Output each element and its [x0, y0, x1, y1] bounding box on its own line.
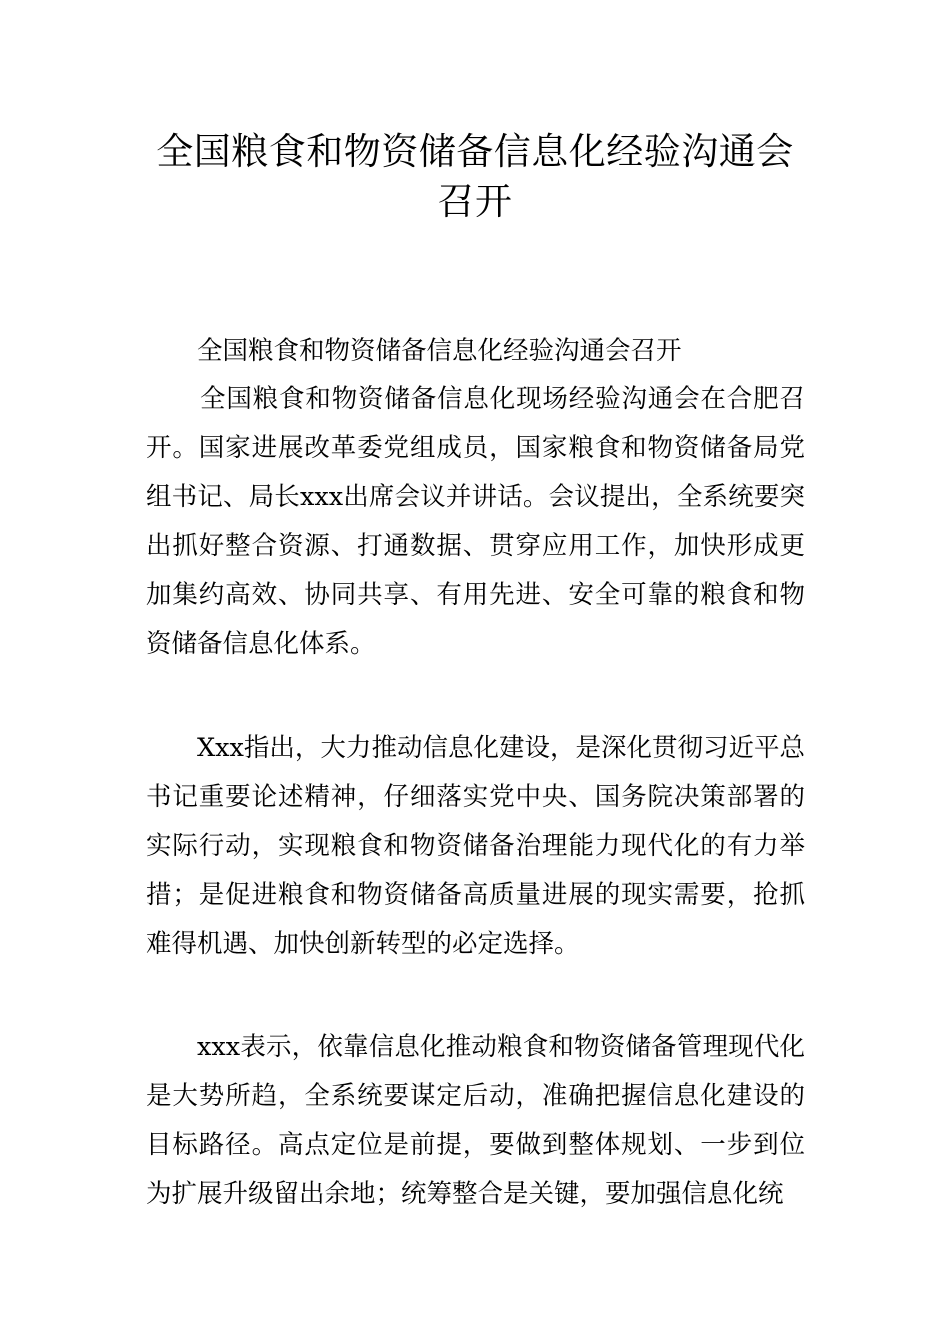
paragraph-1: 全国粮食和物资储备信息化现场经验沟通会在合肥召开。国家进展改革委党组成员，国家粮食和物资储备局党组书记、局长xxx出席会议并讲话。会议提出，全系统要突出抓好整合资源、打通数据、贯穿应用工作，加快形成更加集约高效、协同共享、有用先进、安全可靠的粮食和物资储备信息化体系。	[146, 384, 805, 659]
document-subtitle: 全国粮食和物资储备信息化经验沟通会召开	[197, 336, 682, 366]
paragraph-2: Xxx指出，大力推动信息化建设，是深化贯彻习近平总书记重要论述精神，仔细落实党中央、国务院决策部署的实际行动，实现粮食和物资储备治理能力现代化的有力举措；是促进粮食和物资储备高质量进展的现实需要，抢抓难得机遇、加快创新转型的必定选择。	[146, 733, 805, 959]
paragraph-3: xxx表示，依靠信息化推动粮食和物资储备管理现代化是大势所趋，全系统要谋定后动，准确把握信息化建设的目标路径。高点定位是前提，要做到整体规划、一步到位为扩展升级留出余地；统筹整合是关键，要加强信息化统	[146, 1032, 805, 1209]
title-line-2: 召开	[437, 180, 513, 223]
document-title	[120, 127, 830, 227]
title-line-1: 全国粮食和物资储备信息化经验沟通会	[156, 130, 794, 173]
